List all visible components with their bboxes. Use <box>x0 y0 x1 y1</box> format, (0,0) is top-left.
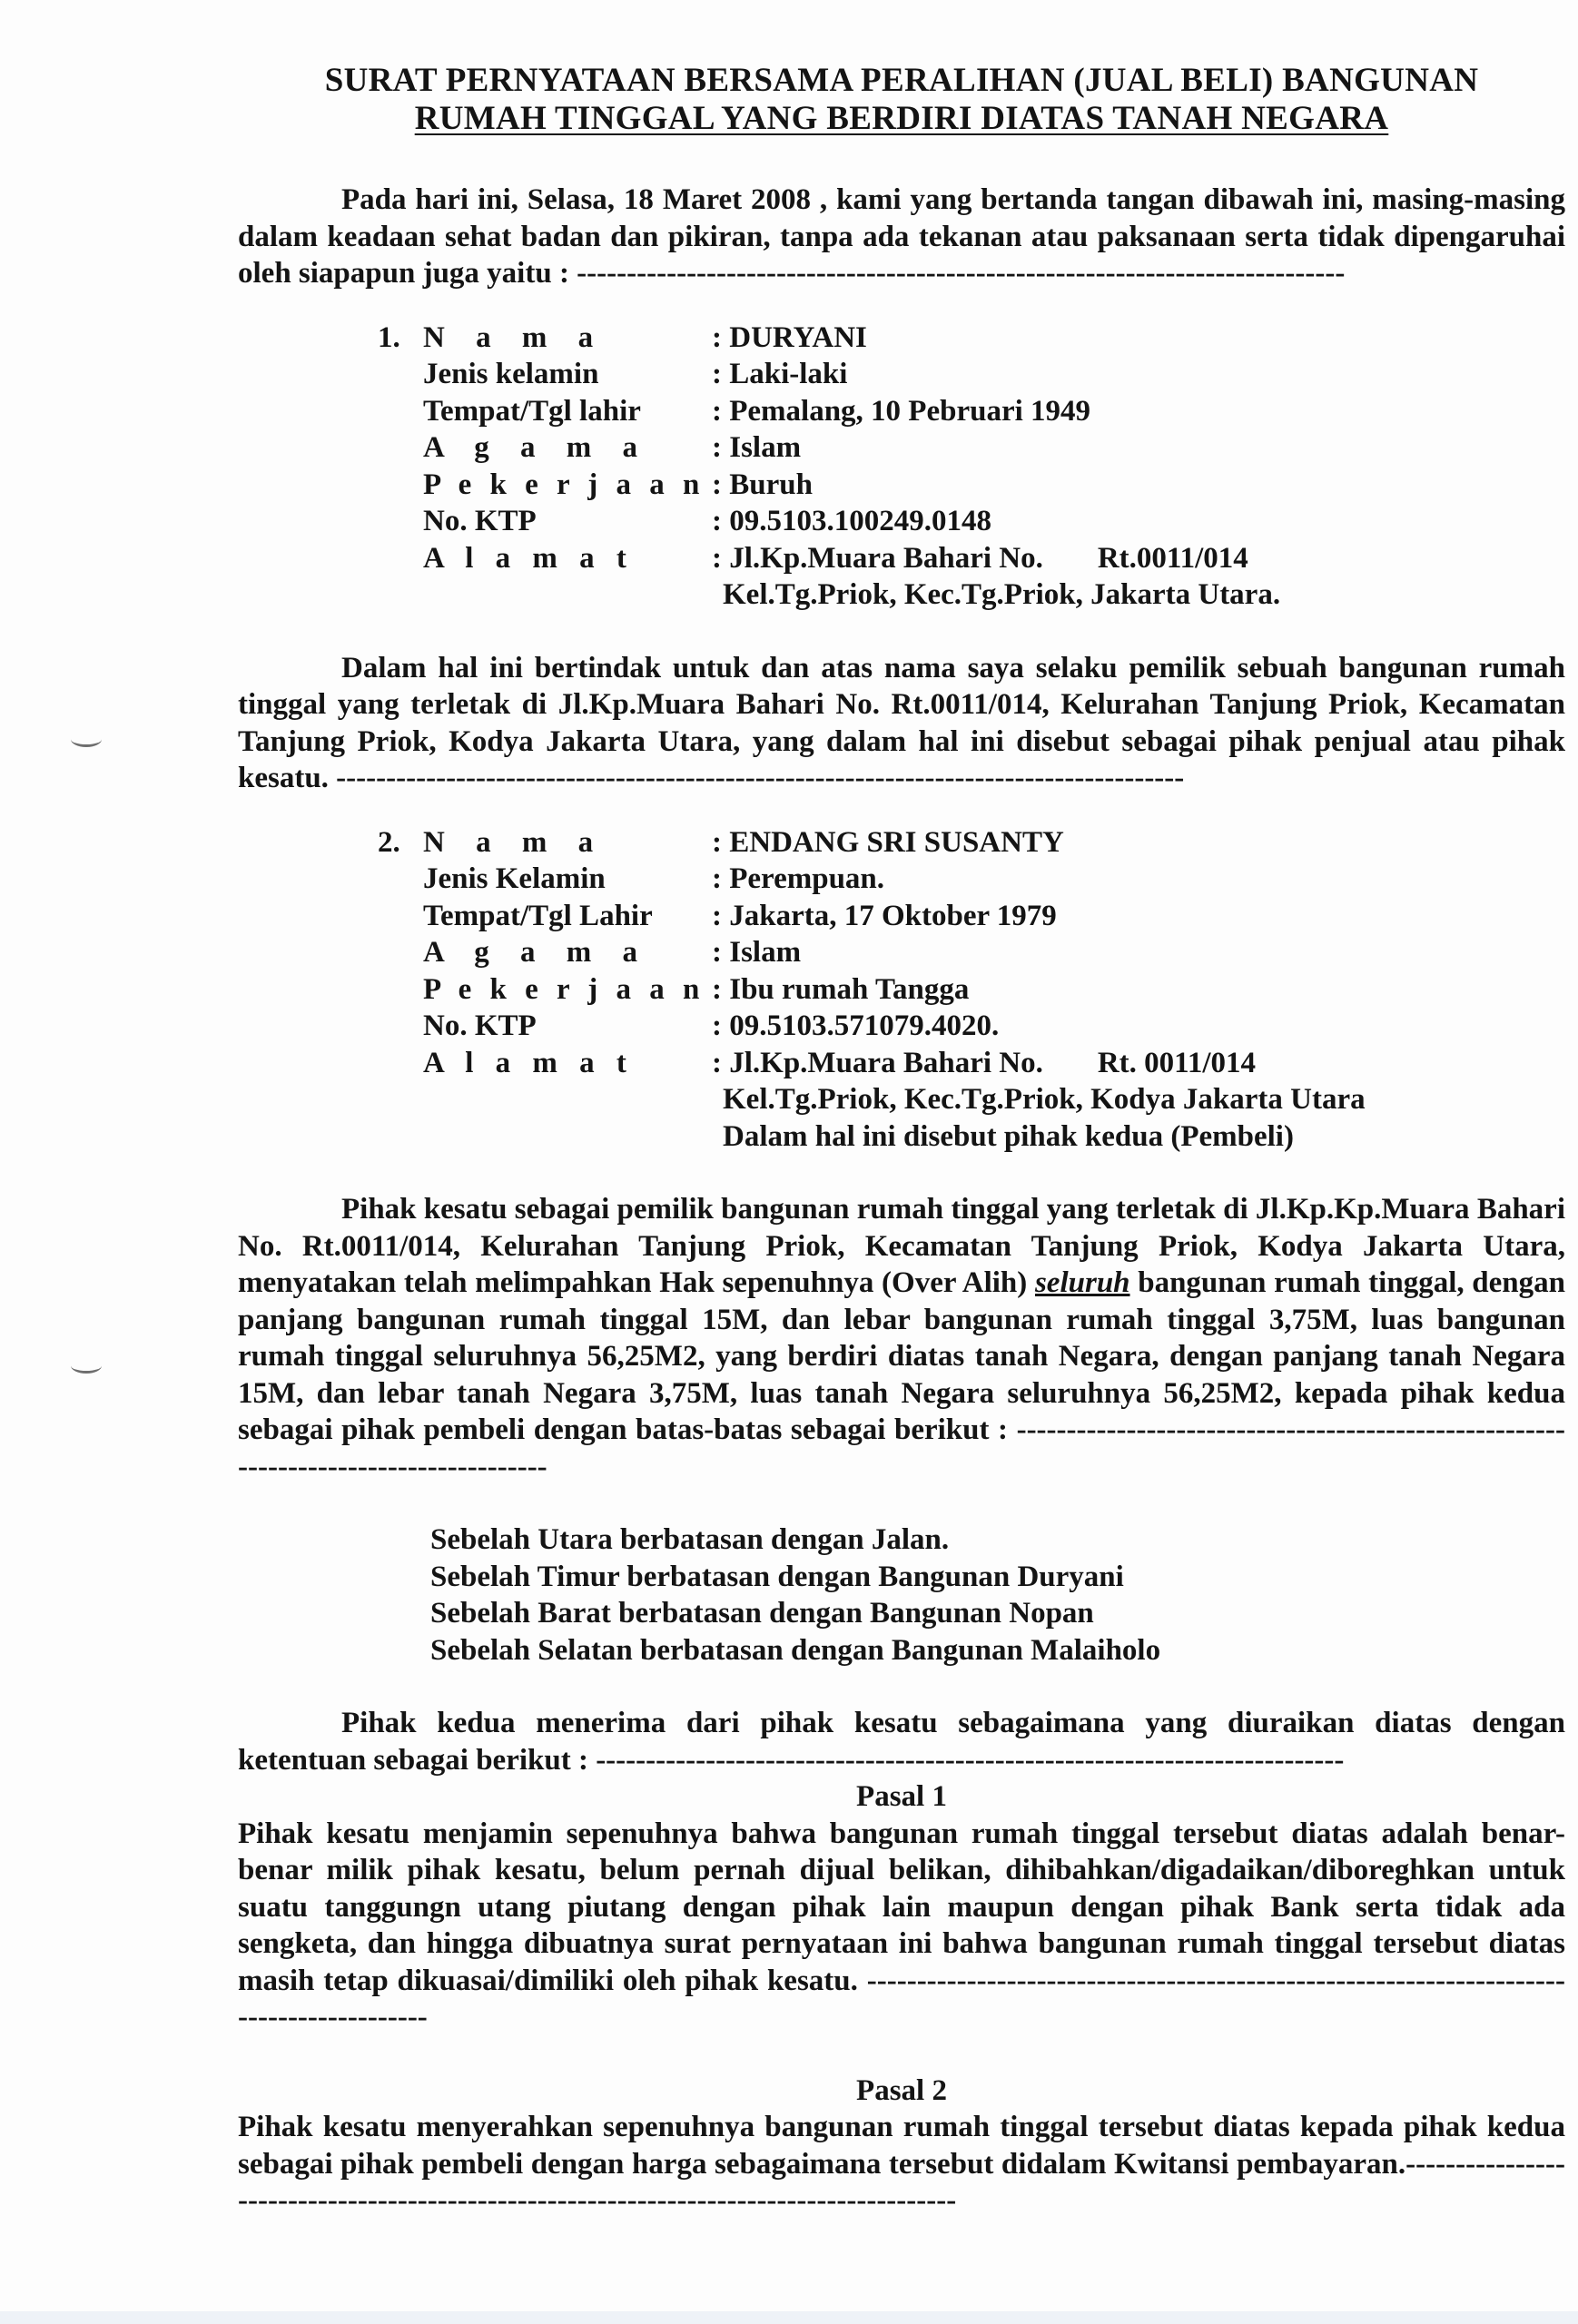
party2-row-name <box>378 824 1565 862</box>
party2-row-gender <box>378 861 1565 898</box>
pasal2-title: Pasal 2 <box>856 2073 947 2107</box>
intro-paragraph: Pada hari ini, Selasa, 18 Maret 2008 , kami yang bertanda tangan dibawah ini, masing-masing dalam keadaan sehat badan dan pikiran, tanpa ada tekanan atau paksanaan serta tidak dipengaruhai oleh siapapun juga yaitu : ----------------------------------------------------------------------------- <box>238 183 1565 290</box>
party1-label: P e k e r j a a n <box>423 468 705 501</box>
party2-value: : Ibu rumah Tangga <box>712 972 970 1006</box>
party2-label: Tempat/Tgl Lahir <box>423 899 653 932</box>
transfer-paragraph: Pihak kesatu sebagai pemilik bangunan rumah tinggal yang terletak di Jl.Kp.Kp.Muara Bahari No. Rt.0011/014, Kelurahan Tanjung Priok, Kecamatan Tanjung Priok, Kodya Jakarta Utara, menyatakan telah melimpahkan Hak sepenuhnya (Over Alih) seluruh bangunan rumah tinggal, dengan panjang bangunan rumah tinggal 15M, dan lebar bangunan rumah tinggal 3,75M, luas bangunan rumah tinggal seluruhnya 56,25M2, yang berdiri diatas tanah Negara, dengan panjang tanah Negara 15M, dan lebar tanah Negara 3,75M, luas tanah Negara seluruhnya 56,25M2, kepada pihak kedua sebagai pihak pembeli dengan batas-batas sebagai berikut : -------------------------------------------------------------------------------------- <box>238 1193 1566 1483</box>
party2-address-continued: Kel.Tg.Priok, Kec.Tg.Priok, Kodya Jakarta Utara <box>723 1083 1366 1116</box>
party1-identity <box>378 320 1565 614</box>
boundary-south: Sebelah Selatan berbatasan dengan Bangunan Malaiholo <box>430 1633 1161 1667</box>
party1-row-religion <box>378 429 1565 467</box>
party2-label: N a m a <box>423 825 606 859</box>
party2-label: P e k e r j a a n <box>423 972 705 1006</box>
acceptance-paragraph: Pihak kedua menerima dari pihak kesatu sebagaimana yang diuraikan diatas dengan ketentuan sebagai berikut : --------------------------------------------------------------------------- <box>238 1707 1565 1777</box>
party1-value: : Jl.Kp.Muara Bahari No. Rt.0011/014 <box>712 541 1248 575</box>
party2-label: No. KTP <box>423 1009 537 1042</box>
party1-label: Jenis kelamin <box>423 358 599 390</box>
scan-edge <box>0 2311 1578 2324</box>
pasal2-text: Pihak kesatu menyerahkan sepenuhnya bangunan rumah tinggal tersebut diatas kepada pihak kedua sebagai pihak pembeli dengan harga sebagaimana tersebut didalam Kwitansi pembayaran.---------------------------------------------------------------------------------------- <box>238 2111 1565 2217</box>
boundary-east: Sebelah Timur berbatasan dengan Bangunan Duryani <box>430 1560 1124 1593</box>
party2-value: : Jl.Kp.Muara Bahari No. Rt. 0011/014 <box>712 1046 1257 1079</box>
emphasis-seluruh: seluruh <box>1034 1266 1130 1299</box>
party2-value: : Islam <box>712 936 802 969</box>
party1-row-occupation <box>378 467 1565 504</box>
party1-value: : Islam <box>712 431 802 464</box>
party1-label: No. KTP <box>423 505 537 537</box>
party1-row-birth <box>378 393 1565 430</box>
party1-row-gender <box>378 356 1565 393</box>
party1-label: A l a m a t <box>423 541 634 575</box>
party2-value: : ENDANG SRI SUSANTY <box>712 825 1064 859</box>
party2-label: A g a m a <box>423 936 649 969</box>
party2-row-address <box>378 1045 1565 1082</box>
party2-label: Jenis Kelamin <box>423 862 606 895</box>
pasal1-title: Pasal 1 <box>856 1780 947 1813</box>
party1-paragraph: Dalam hal ini bertindak untuk dan atas nama saya selaku pemilik sebuah bangunan rumah tinggal yang terletak di Jl.Kp.Muara Bahari No. Rt.0011/014, Kelurahan Tanjung Priok, Kecamatan Tanjung Priok, Kodya Jakarta Utara, yang dalam hal ini disebut sebagai pihak penjual atau pihak kesatu. ------------------------------------------------------------------------------------- <box>238 651 1565 794</box>
party1-number: 1. <box>378 320 400 354</box>
party2-row-ktp <box>378 1008 1565 1045</box>
party2-label: A l a m a t <box>423 1046 634 1079</box>
party2-value: : Perempuan. <box>712 862 885 895</box>
party2-row-occupation <box>378 971 1565 1009</box>
party1-address-continued: Kel.Tg.Priok, Kec.Tg.Priok, Jakarta Utara. <box>723 578 1281 611</box>
party2-number: 2. <box>378 825 400 859</box>
document-title-line1: SURAT PERNYATAAN BERSAMA PERALIHAN (JUAL BELI) BANGUNAN <box>324 62 1479 99</box>
party1-value: : Pemalang, 10 Pebruari 1949 <box>712 394 1091 428</box>
boundary-west: Sebelah Barat berbatasan dengan Bangunan Nopan <box>430 1597 1094 1630</box>
party2-row-religion <box>378 934 1565 971</box>
document-body <box>238 62 1565 2220</box>
party1-label: N a m a <box>423 320 606 354</box>
party1-row-name <box>378 320 1565 357</box>
party1-label: Tempat/Tgl lahir <box>423 394 641 428</box>
punch-hole-mark <box>71 732 102 747</box>
party2-row-birth <box>378 898 1565 935</box>
party2-identity <box>378 824 1565 1156</box>
party1-row-address <box>378 540 1565 577</box>
pasal1-text: Pihak kesatu menjamin sepenuhnya bahwa bangunan rumah tinggal tersebut diatas adalah benar-benar milik pihak kesatu, belum pernah dijual belikan, dihibahkan/digadaikan/diboreghkan untuk suatu tanggungn utang piutang dengan pihak lain maupun dengan pihak Bank serta tidak ada sengketa, dan hingga dibuatnya surat pernyataan ini bahwa bangunan rumah tinggal tersebut diatas masih tetap dikuasai/dimiliki oleh pihak kesatu. ----------------------------------------------------------------------------------------- <box>238 1817 1565 2034</box>
party1-value: : Laki-laki <box>712 358 848 390</box>
party1-row-ktp <box>378 503 1565 540</box>
party2-role: Dalam hal ini disebut pihak kedua (Pembeli) <box>723 1119 1294 1153</box>
party1-value: : Buruh <box>712 468 813 501</box>
punch-hole-mark <box>71 1358 102 1374</box>
document-title-line2: RUMAH TINGGAL YANG BERDIRI DIATAS TANAH NEGARA <box>414 100 1389 137</box>
party2-value: : 09.5103.571079.4020. <box>712 1009 1000 1042</box>
boundary-list <box>430 1521 1565 1669</box>
boundary-north: Sebelah Utara berbatasan dengan Jalan. <box>430 1523 950 1556</box>
party2-value: : Jakarta, 17 Oktober 1979 <box>712 899 1057 932</box>
party1-label: A g a m a <box>423 431 649 464</box>
party1-value: : DURYANI <box>712 320 867 354</box>
party1-value: : 09.5103.100249.0148 <box>712 505 991 537</box>
